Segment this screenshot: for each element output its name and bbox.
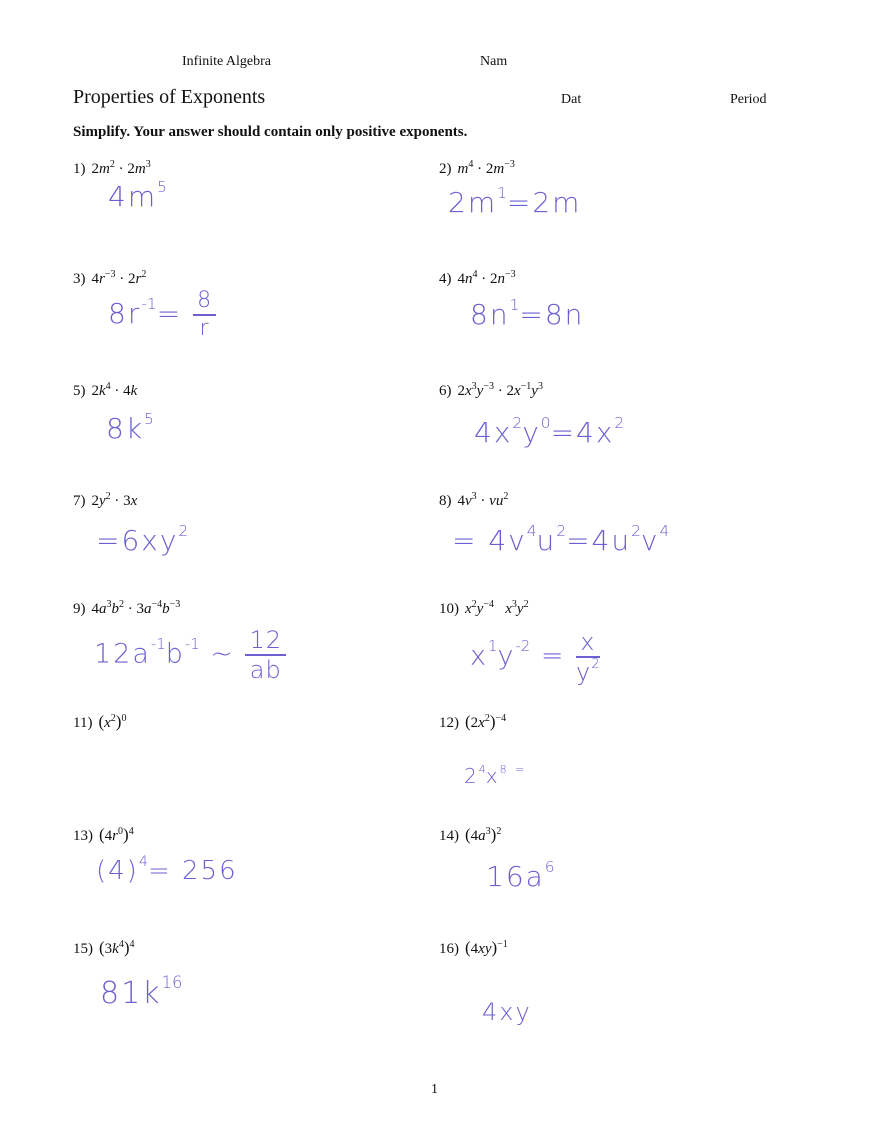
problem-16 [439,938,508,958]
expression: $4n^4 \cdot 2n^{-3}$ [457,269,516,287]
problem-number: 13) [73,828,93,844]
expression: $2x^3y^{-3} \cdot 2x^{-1}y^3$ [457,381,543,399]
problem-15 [73,938,135,958]
problem-13 [73,825,134,845]
expression: $(4r^0)^4$ [99,825,134,844]
problem-12 [439,712,506,732]
expression: $m^4 \cdot 2m^{-3}$ [457,159,515,177]
handwritten-answer-7: $=6xy^2$ [96,522,189,557]
problem-6 [439,383,543,400]
problem-2 [439,161,515,178]
expression: $(3k^4)^4$ [99,938,135,957]
expression: $(x^2)^0$ [98,712,127,731]
problem-10 [439,601,529,618]
problem-number: 9) [73,601,86,617]
problem-11 [73,712,126,732]
handwritten-answer-10: $x^1y^{-2}$ = $\frac{x}{y^2}$ [470,628,600,686]
period-label: Period [730,92,767,107]
problem-number: 10) [439,601,459,617]
expression: $4v^3 \cdot vu^2$ [457,491,509,509]
handwritten-answer-9: $12a^{-1}b^{-1}$ ~ $\frac{12}{ab}$ [94,628,286,682]
handwritten-answer-1: $4m^5$ [108,178,167,213]
name-label: Nam [480,54,508,69]
problem-5 [73,383,137,400]
problem-8 [439,493,508,510]
handwritten-answer-16: 4xy [482,998,532,1026]
handwritten-answer-13: $(4)^4= 256$ [96,854,238,886]
subject-label: Infinite Algebra [182,54,272,69]
handwritten-answer-8: = $4v^4u^2=4u^2v^4$ [452,522,670,557]
expression: $2k^4 \cdot 4k$ [91,381,138,399]
handwritten-answer-3: $8r^{-1}=$ $\frac{8}{r}$ [108,290,216,340]
problem-1 [73,161,151,178]
handwritten-answer-4: $8n^1=8n$ [470,296,585,331]
expression: $2m^2 \cdot 2m^3$ [91,159,151,177]
expression: $4r^{-3} \cdot 2r^2$ [91,269,147,287]
problem-7 [73,493,137,510]
problem-9 [73,601,180,618]
problem-number: 11) [73,715,93,731]
problem-3 [73,271,146,288]
page-title: Properties of Exponents [73,86,266,108]
instructions: Simplify. Your answer should contain only positive exponents. [73,124,468,140]
handwritten-answer-12: $2^4x^8$ = [464,763,525,788]
expression: $2y^2 \cdot 3x$ [91,491,138,509]
expression: $(2x^2)^{-4}$ [465,712,507,731]
handwritten-answer-6: $4x^2y^0=4x^2$ [474,414,625,449]
problem-number: 6) [439,383,452,399]
date-label: Dat [561,92,582,107]
problem-number: 1) [73,161,86,177]
problem-number: 12) [439,715,459,731]
problem-number: 15) [73,941,93,957]
problem-number: 8) [439,493,452,509]
problem-number: 2) [439,161,452,177]
problem-number: 16) [439,941,459,957]
problem-14 [439,825,501,845]
expression: $4a^3b^2 \cdot 3a^{-4}b^{-3}$ [91,599,181,617]
problem-number: 14) [439,828,459,844]
problem-number: 5) [73,383,86,399]
problem-number: 4) [439,271,452,287]
expression: $(4a^3)^2$ [465,825,502,844]
problem-4 [439,271,516,288]
problem-number: 7) [73,493,86,509]
handwritten-answer-5: $8k^5$ [106,410,154,445]
problem-number: 3) [73,271,86,287]
handwritten-answer-2: $2m^1=2m$ [448,184,582,219]
expression: $(4xy)^{-1}$ [465,938,508,957]
handwritten-answer-14: $16a^6$ [486,858,555,893]
expression: $x^2y^{-4}$ $x^3y^2$ [465,599,529,617]
page-number: 1 [431,1082,438,1097]
handwritten-answer-15: $81k^{16}$ [100,973,183,1011]
